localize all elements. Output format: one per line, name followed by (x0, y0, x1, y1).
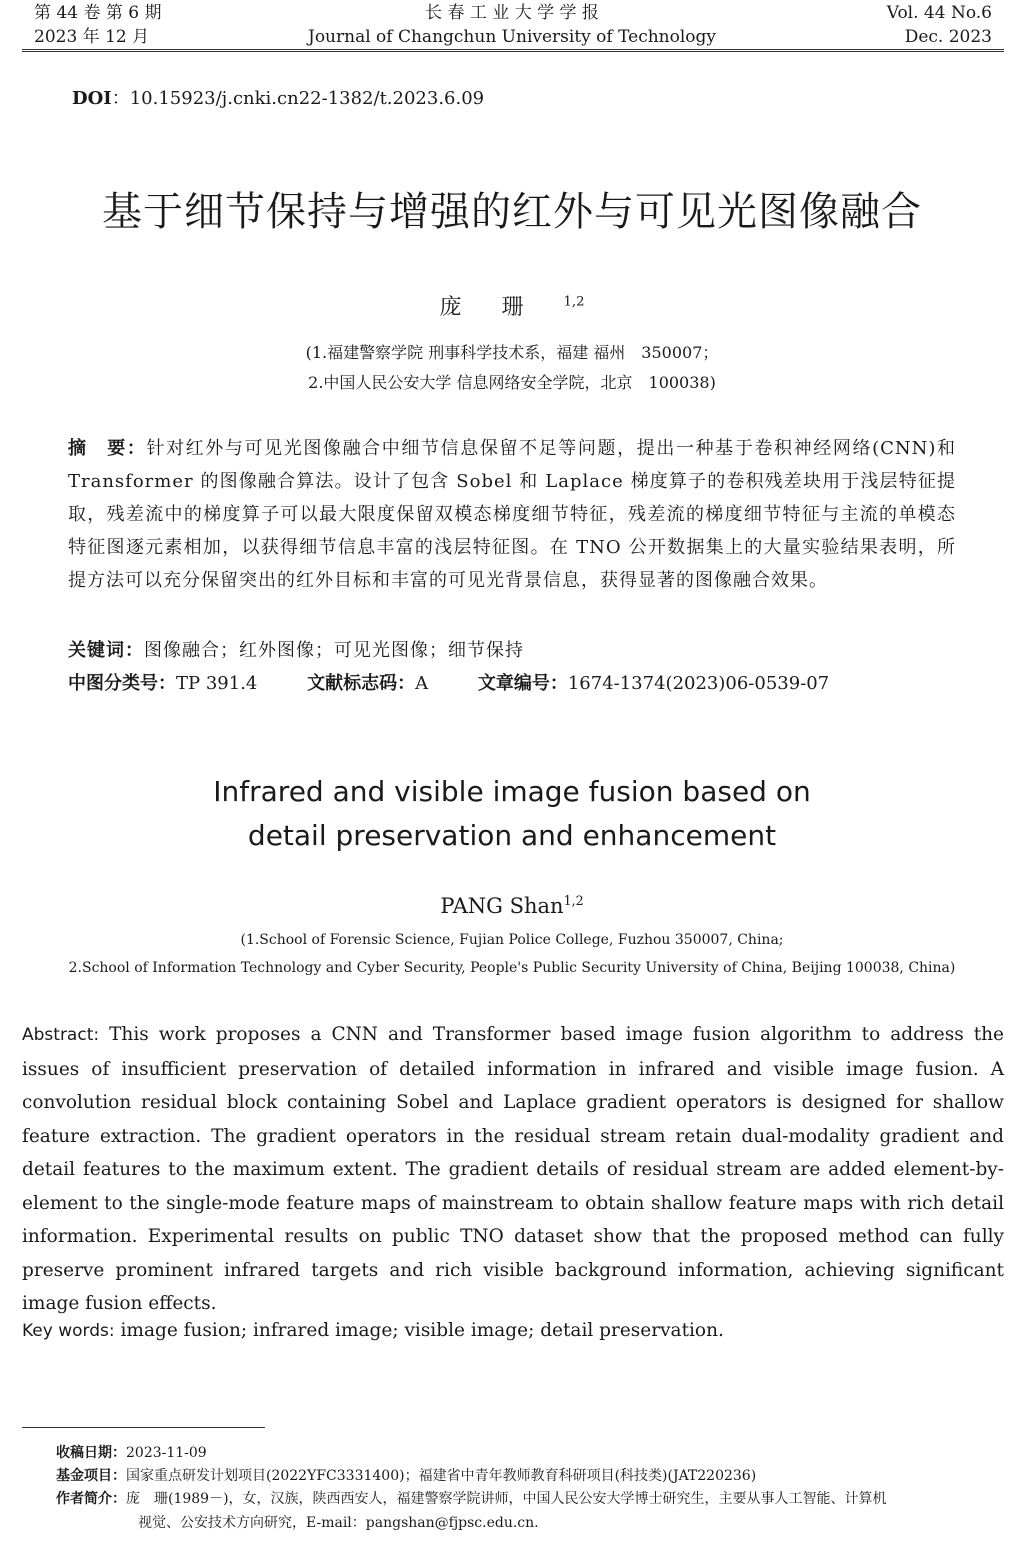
keywords-en-label: Key words: (22, 1321, 115, 1341)
author-en (0, 893, 1024, 918)
title-en-line-2: detail preservation and enhancement (247, 819, 777, 852)
journal-name-zh: 长 春 工 业 大 学 学 报 (425, 3, 599, 23)
abstract-zh-label: 摘 要： (68, 438, 147, 459)
footnote-fund (56, 1464, 1006, 1488)
author-name-zh: 庞珊 (439, 295, 564, 320)
footnote-rule (22, 1427, 265, 1428)
clc-value: TP 391.4 (176, 673, 258, 694)
article-no-label: 文章编号： (477, 673, 568, 694)
clc-item (68, 673, 257, 694)
doc-code-item (307, 673, 428, 694)
title-en-line-1: Infrared and visible image fusion based on (213, 775, 811, 808)
doi (72, 84, 484, 110)
keywords-en-text: image fusion; infrared image; visible image; detail preservation. (114, 1320, 724, 1341)
volume-en: Vol. 44 No.6 (886, 3, 992, 23)
footnote-received (56, 1441, 1006, 1465)
header-rule (22, 49, 1004, 52)
keywords-zh (68, 634, 956, 667)
bio-line-1: 庞 珊(1989－)，女，汉族，陕西西安人，福建警察学院讲师，中国人民公安大学博士研究生，主要从事人工智能、计算机 (126, 1491, 887, 1507)
author-name-en: PANG Shan (440, 894, 564, 918)
title-zh: 基于细节保持与增强的红外与可见光图像融合 (102, 189, 922, 235)
affiliation-en-2: 2.School of Information Technology and Cyber Security, People's Public Security University of China, Beijing 100038, China) (68, 960, 956, 976)
abstract-en-label: Abstract: (22, 1025, 100, 1045)
doi-label: DOI (72, 88, 112, 109)
clc-label: 中图分类号： (68, 673, 176, 694)
date-en: Dec. 2023 (904, 27, 992, 47)
abstract-en-text: This work proposes a CNN and Transformer based image fusion algorithm to address the issues of insufficient preservation of detailed information in infrared and visible image fusion. A convolution residual block containing Sobel and Laplace gradient operators is designed for shallow feature extraction. The gradient operators in the residual stream retain dual-modality gradient and detail features to the maximum extent. The gradient details of residual stream are added element-by-element to the single-mode feature maps of mainstream to obtain shallow feature maps with rich detail information. Experimental results on public TNO dataset show that the proposed method can fully preserve prominent infrared targets and rich visible background information, achieving significant image fusion effects. (22, 1024, 1004, 1314)
keywords-en (22, 1320, 724, 1341)
affiliation-en-1: (1.School of Forensic Science, Fujian Police College, Fuzhou 350007, China; (240, 932, 784, 948)
fund-label: 基金项目： (56, 1468, 126, 1484)
abstract-en (22, 1018, 1004, 1321)
affiliation-zh-2: 2.中国人民公安大学 信息网络安全学院，北京 100038) (308, 373, 716, 392)
keywords-zh-label: 关键词： (68, 640, 144, 661)
article-no-item (478, 673, 829, 694)
title-en (0, 770, 1024, 858)
received-value: 2023-11-09 (126, 1445, 207, 1461)
affiliation-zh-1: (1.福建警察学院 刑事科学技术系，福建 福州 350007； (305, 343, 719, 362)
footnote-bio (56, 1487, 1006, 1535)
received-label: 收稿日期： (56, 1445, 126, 1461)
classification-meta (68, 669, 829, 695)
journal-name-en: Journal of Changchun University of Technology (308, 27, 716, 47)
author-sup-en: 1,2 (563, 893, 584, 908)
fund-value: 国家重点研发计划项目(2022YFC3331400)；福建省中青年教师教育科研项目(科技类)(JAT220236) (126, 1468, 757, 1484)
doc-code-label: 文献标志码： (307, 673, 416, 694)
keywords-zh-text: 图像融合；红外图像；可见光图像；细节保持 (144, 640, 524, 661)
bio-line-2: 视觉、公安技术方向研究，E-mail：pangshan@fjpsc.edu.cn. (138, 1515, 539, 1531)
author-sup-zh: 1,2 (563, 294, 585, 310)
volume-issue: 第 44 卷 第 6 期 (34, 3, 162, 23)
abstract-zh (68, 432, 956, 597)
abstract-zh-text: 针对红外与可见光图像融合中细节信息保留不足等问题，提出一种基于卷积神经网络(CNN)和 Transformer 的图像融合算法。设计了包含 Sobel 和 Laplace 梯度算子的卷积残差块用于浅层特征提取，残差流中的梯度算子可以最大限度保留双模态梯度细节特征，残差流的梯度细节特征与主流的单模态特征图逐元素相加，以获得细节信息丰富的浅层特征图。在 TNO 公开数据集上的大量实验结果表明，所提方法可以充分保留突出的红外目标和丰富的可见光背景信息，获得显著的图像融合效果。 (68, 438, 956, 591)
article-no-value: 1674-1374(2023)06-0539-07 (567, 673, 830, 694)
doc-code-value: A (415, 673, 429, 694)
author-zh (0, 290, 1024, 321)
doi-value: ：10.15923/j.cnki.cn22-1382/t.2023.6.09 (111, 88, 485, 109)
issue-date: 2023 年 12 月 (34, 27, 150, 47)
bio-label: 作者简介： (56, 1491, 126, 1507)
